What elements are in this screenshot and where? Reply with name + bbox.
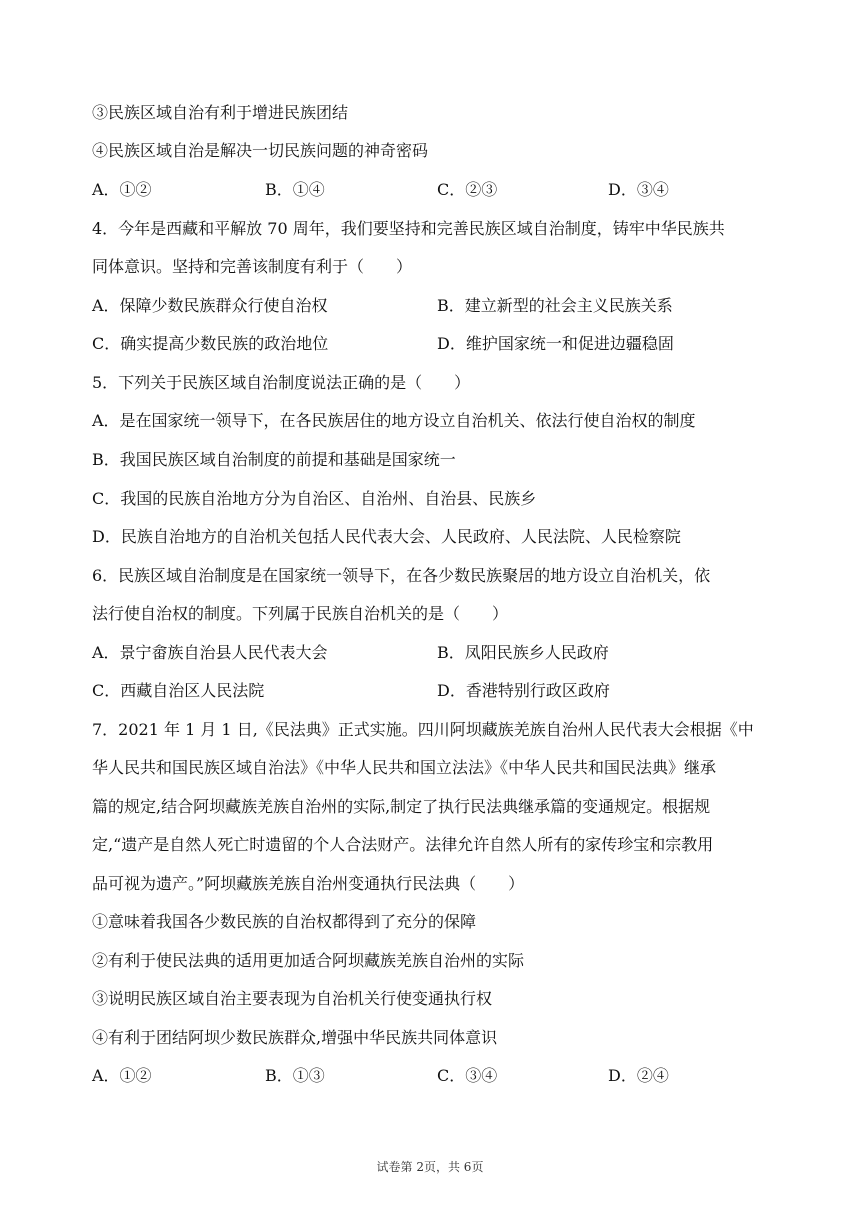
page-footer: 试卷第 2页，共 6页 — [376, 1160, 484, 1174]
q3-option-d[interactable]: D．③④ — [608, 180, 669, 199]
q7-statement-2: ②有利于使民法典的适用更加适合阿坝藏族羌族自治州的实际 — [92, 951, 525, 970]
q7-option-c[interactable]: C．③④ — [437, 1066, 498, 1085]
q5-option-d[interactable]: D．民族自治地方的自治机关包括人民代表大会、人民政府、人民法院、人民检察院 — [92, 527, 681, 546]
q6-option-b[interactable]: B．凤阳民族乡人民政府 — [437, 643, 609, 662]
q4-stem-line-1: 4．今年是西藏和平解放 70 周年，我们要坚持和完善民族区域自治制度，铸牢中华民族共 — [92, 219, 725, 238]
q5-option-b[interactable]: B．我国民族区域自治制度的前提和基础是国家统一 — [92, 450, 456, 469]
q7-option-b[interactable]: B．①③ — [265, 1066, 325, 1085]
q3-option-b[interactable]: B．①④ — [265, 180, 325, 199]
q6-option-c[interactable]: C．西藏自治区人民法院 — [92, 681, 265, 700]
q5-option-c[interactable]: C．我国的民族自治地方分为自治区、自治州、自治县、民族乡 — [92, 489, 537, 508]
q4-option-b[interactable]: B．建立新型的社会主义民族关系 — [437, 296, 673, 315]
q7-statement-1: ①意味着我国各少数民族的自治权都得到了充分的保障 — [92, 912, 477, 931]
q3-statement-4: ④民族区域自治是解决一切民族问题的神奇密码 — [92, 141, 429, 160]
q7-stem-line-2: 华人民共和国民族区域自治法》《中华人民共和国立法法》《中华人民共和国民法典》继承 — [92, 758, 717, 777]
q3-statement-3: ③民族区域自治有利于增进民族团结 — [92, 103, 349, 122]
q6-stem-line-1: 6．民族区域自治制度是在国家统一领导下，在各少数民族聚居的地方设立自治机关，依 — [92, 566, 711, 585]
q7-stem-line-5: 品可视为遗产。”阿坝藏族羌族自治州变通执行民法典（ ） — [92, 874, 525, 893]
q4-option-c[interactable]: C．确实提高少数民族的政治地位 — [92, 334, 329, 353]
q7-stem-line-3: 篇的规定,结合阿坝藏族羌族自治州的实际,制定了执行民法典继承篇的变通规定。根据规 — [92, 797, 711, 816]
q4-option-d[interactable]: D．维护国家统一和促进边疆稳固 — [437, 334, 674, 353]
q5-option-a[interactable]: A．是在国家统一领导下，在各民族居住的地方设立自治机关、依法行使自治权的制度 — [92, 411, 696, 430]
q5-stem: 5．下列关于民族区域自治制度说法正确的是（ ） — [92, 373, 471, 392]
q6-option-d[interactable]: D．香港特别行政区政府 — [437, 681, 610, 700]
q7-stem-line-4: 定,“遗产是自然人死亡时遗留的个人合法财产。法律允许自然人所有的家传珍宝和宗教用 — [92, 835, 714, 854]
q7-option-d[interactable]: D．②④ — [608, 1066, 669, 1085]
q3-option-c[interactable]: C．②③ — [437, 180, 498, 199]
q4-option-a[interactable]: A．保障少数民族群众行使自治权 — [92, 296, 328, 315]
q7-statement-3: ③说明民族区域自治主要表现为自治机关行使变通执行权 — [92, 989, 493, 1008]
q7-statement-4: ④有利于团结阿坝少数民族群众,增强中华民族共同体意识 — [92, 1028, 498, 1047]
q7-option-a[interactable]: A．①② — [92, 1066, 152, 1085]
q6-stem-line-2: 法行使自治权的制度。下列属于民族自治机关的是（ ） — [92, 604, 509, 623]
q7-stem-line-1: 7．2021 年 1 月 1 日,《民法典》正式实施。四川阿坝藏族羌族自治州人民代表大会根据《中 — [92, 720, 754, 739]
q3-option-a[interactable]: A．①② — [92, 180, 152, 199]
q6-option-a[interactable]: A．景宁畲族自治县人民代表大会 — [92, 643, 328, 662]
q4-stem-line-2: 同体意识。坚持和完善该制度有利于（ ） — [92, 257, 413, 276]
